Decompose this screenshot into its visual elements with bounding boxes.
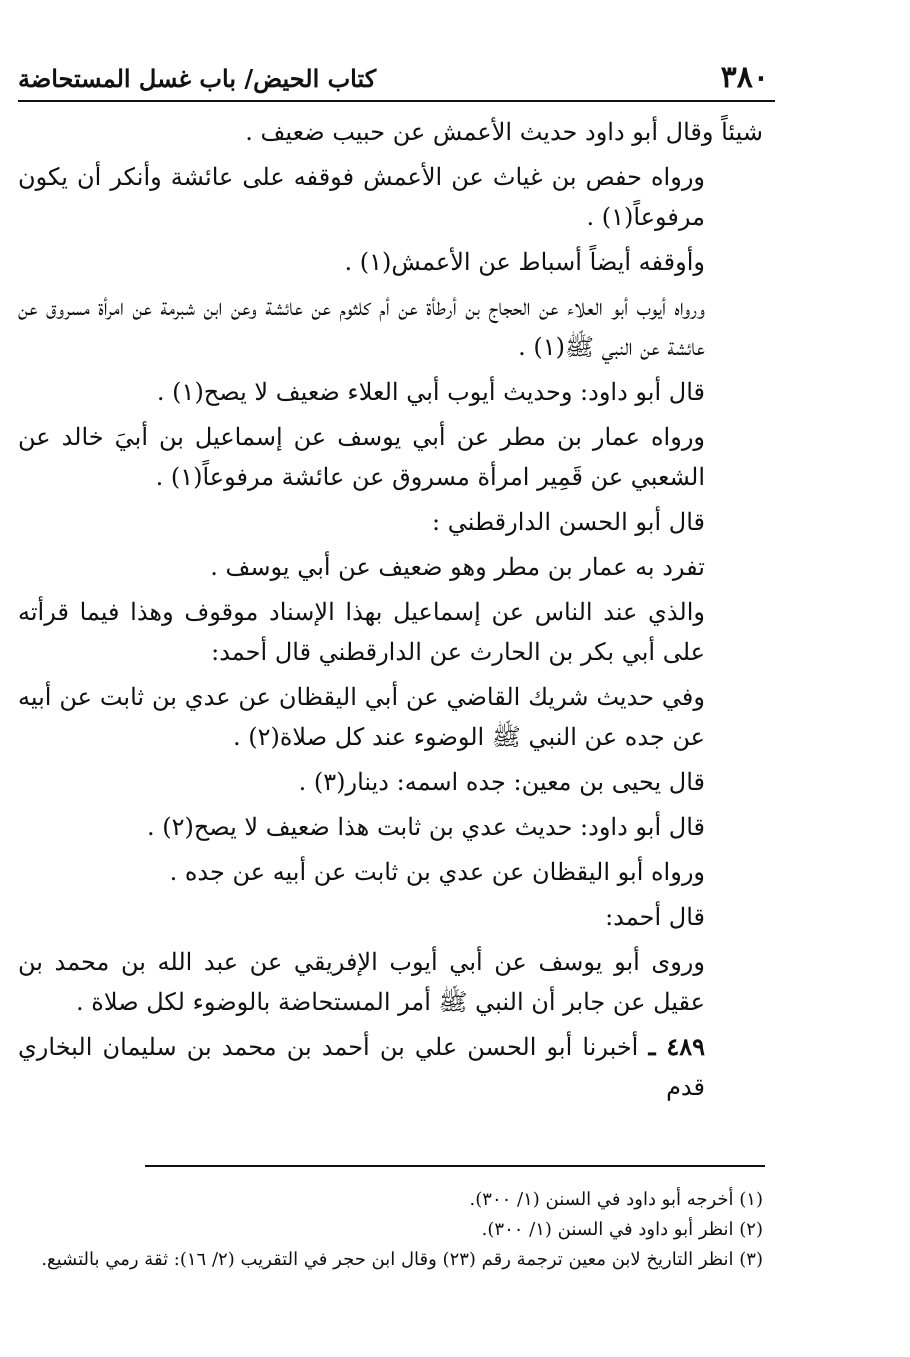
footnote: (٣) انظر التاريخ لابن معين ترجمة رقم (٢٣) وقال ابن حجر في التقريب (٢/ ١٦): ثقة رمي بالتشيع. bbox=[41, 1249, 763, 1270]
page-header bbox=[18, 56, 775, 102]
paragraph: تفرد به عمار بن مطر وهو ضعيف عن أبي يوسف . bbox=[210, 553, 705, 581]
paragraph: قال أبو داود: حديث عدي بن ثابت هذا ضعيف لا يصح(٢) . bbox=[146, 813, 705, 841]
paragraph: قال يحيى بن معين: جده اسمه: دينار(٣) . bbox=[298, 768, 705, 796]
paragraph: وروى أبو يوسف عن أبي أيوب الإفريقي عن عبد الله بن محمد بن عقيل عن جابر أن النبي ﷺ أمر المستحاضة بالوضوء لكل صلاة . bbox=[18, 948, 705, 1016]
footnote: (٢) انظر أبو داود في السنن (١/ ٣٠٠). bbox=[481, 1219, 763, 1240]
paragraph: شيئاً وقال أبو داود حديث الأعمش عن حبيب ضعيف . bbox=[245, 118, 763, 146]
hadith-number: ٤٨٩ ـ bbox=[648, 1032, 706, 1061]
hadith-text: أخبرنا أبو الحسن علي بن أحمد بن محمد بن سليمان البخاري قدم bbox=[18, 1033, 705, 1101]
paragraph: والذي عند الناس عن إسماعيل بهذا الإسناد موقوف وهذا فيما قرأته على أبي بكر بن الحارث عن الدارقطني قال أحمد: bbox=[18, 598, 705, 666]
paragraph: ورواه أيوب أبو العلاء عن الحجاج بن أرطأة عن أم كلثوم عن عائشة وعن ابن شبرمة عن امرأة مسروق عن عائشة عن النبي ﷺ(١) . bbox=[18, 293, 705, 361]
hadith-paragraph bbox=[18, 1027, 763, 1107]
paragraph: وفي حديث شريك القاضي عن أبي اليقظان عن عدي بن ثابت عن أبيه عن جده عن النبي ﷺ الوضوء عند كل صلاة(٢) . bbox=[18, 683, 705, 751]
paragraph: ورواه أبو اليقظان عن عدي بن ثابت عن أبيه عن جده . bbox=[169, 858, 705, 886]
footnotes bbox=[18, 1185, 763, 1275]
page-number: ٣٨٠ bbox=[720, 60, 769, 95]
paragraph: قال أبو الحسن الدارقطني : bbox=[432, 508, 705, 536]
running-title: كتاب الحيض/ باب غسل المستحاضة bbox=[18, 64, 377, 93]
paragraph: قال أبو داود: وحديث أيوب أبي العلاء ضعيف لا يصح(١) . bbox=[156, 378, 705, 406]
paragraph: ورواه حفص بن غياث عن الأعمش فوقفه على عائشة وأنكر أن يكون مرفوعاً(١) . bbox=[18, 163, 705, 231]
paragraph: ورواه عمار بن مطر عن أبي يوسف عن إسماعيل بن أبيَ خالد عن الشعبي عن قَمِير امرأة مسروق عن عائشة مرفوعاً(١) . bbox=[18, 423, 705, 491]
paragraph: وأوقفه أيضاً أسباط عن الأعمش(١) . bbox=[344, 248, 705, 276]
footnote: (١) أخرجه أبو داود في السنن (١/ ٣٠٠). bbox=[469, 1189, 763, 1210]
body-text bbox=[18, 112, 763, 1112]
footnote-divider bbox=[145, 1165, 765, 1167]
paragraph: قال أحمد: bbox=[605, 903, 705, 931]
